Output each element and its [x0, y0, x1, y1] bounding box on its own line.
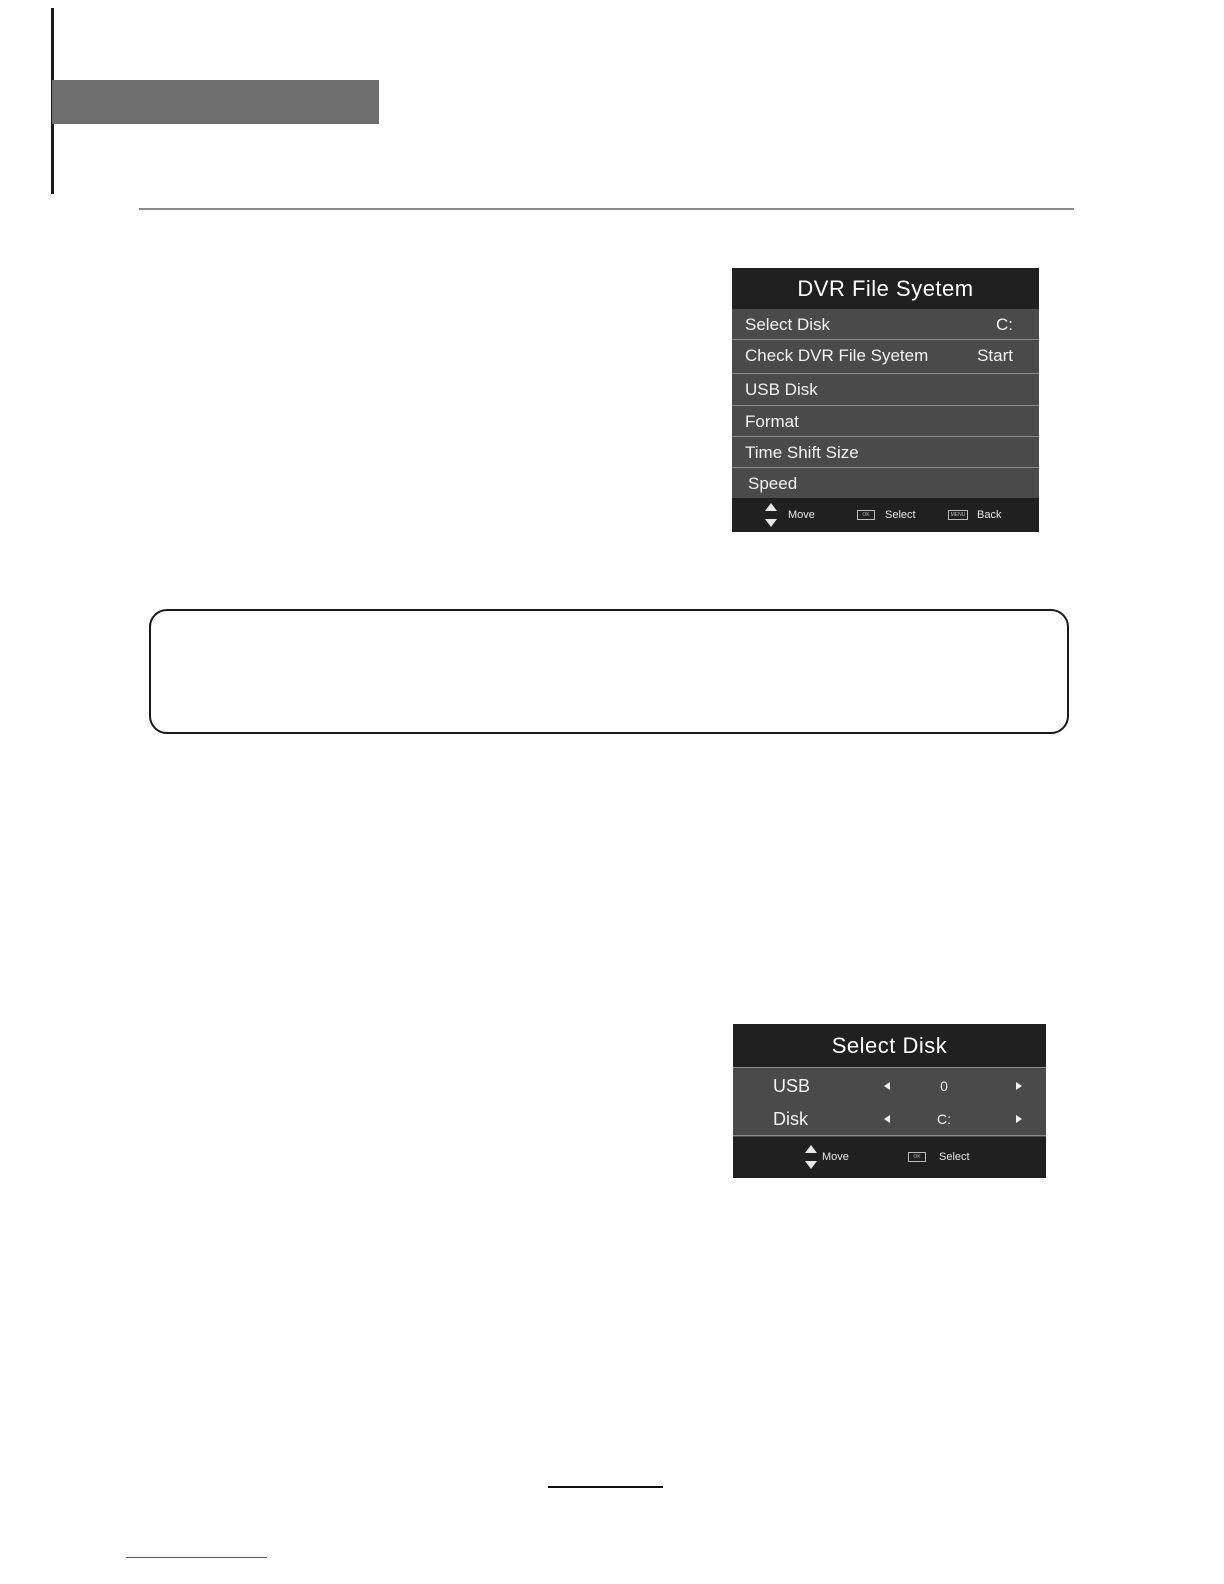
select-disk-menu	[733, 1024, 1046, 1178]
dvr-menu-title: DVR File Syetem	[732, 268, 1039, 309]
right-arrow-icon[interactable]	[1016, 1115, 1022, 1123]
dvr-menu-footer	[732, 498, 1039, 532]
menu-item-value: C:	[996, 315, 1013, 334]
move-hint-label: Move	[788, 509, 815, 521]
menu-item-format[interactable]	[732, 406, 1039, 437]
usb-option-label: USB	[773, 1076, 811, 1096]
menu-item-label: Format	[745, 412, 799, 431]
left-arrow-icon[interactable]	[884, 1082, 890, 1090]
ok-key-icon: OK	[857, 510, 875, 520]
header-divider	[139, 208, 1074, 210]
dvr-file-system-menu	[732, 268, 1039, 532]
right-arrow-icon[interactable]	[1016, 1082, 1022, 1090]
ok-key-icon: OK	[908, 1152, 926, 1162]
select-hint-label: Select	[885, 509, 916, 521]
note-box	[149, 609, 1069, 734]
up-down-arrow-icon	[805, 1145, 817, 1169]
select-disk-title: Select Disk	[733, 1024, 1046, 1067]
menu-item-label: Speed	[748, 474, 798, 493]
left-arrow-icon[interactable]	[884, 1115, 890, 1123]
menu-item-label: Time Shift Size	[745, 443, 859, 462]
menu-item-label: USB Disk	[745, 380, 818, 399]
disk-option-row[interactable]	[733, 1103, 1046, 1135]
menu-item-select-disk[interactable]	[732, 309, 1039, 340]
menu-item-check-dvr-file-system[interactable]	[732, 340, 1039, 374]
back-hint-label: Back	[977, 509, 1002, 521]
menu-item-label: Check DVR File Syetem	[745, 346, 929, 365]
select-disk-options	[733, 1067, 1046, 1136]
menu-item-usb-disk[interactable]	[732, 374, 1039, 406]
disk-option-label: Disk	[773, 1109, 808, 1129]
menu-item-speed[interactable]	[732, 468, 1039, 499]
menu-item-label: Select Disk	[745, 315, 831, 334]
menu-key-icon: MENU	[948, 510, 968, 520]
menu-item-value: Start	[977, 346, 1013, 365]
page-number-rule	[548, 1486, 663, 1488]
footer-link-underline	[126, 1557, 267, 1558]
menu-item-time-shift-size[interactable]	[732, 437, 1039, 468]
up-down-arrow-icon	[765, 503, 777, 527]
usb-option-value: 0	[940, 1078, 948, 1094]
section-header-bar	[52, 80, 379, 124]
disk-option-value: C:	[937, 1111, 951, 1127]
select-hint-label: Select	[939, 1151, 970, 1163]
usb-option-row[interactable]	[733, 1070, 1046, 1102]
select-disk-footer	[733, 1137, 1046, 1178]
move-hint-label: Move	[822, 1151, 849, 1163]
